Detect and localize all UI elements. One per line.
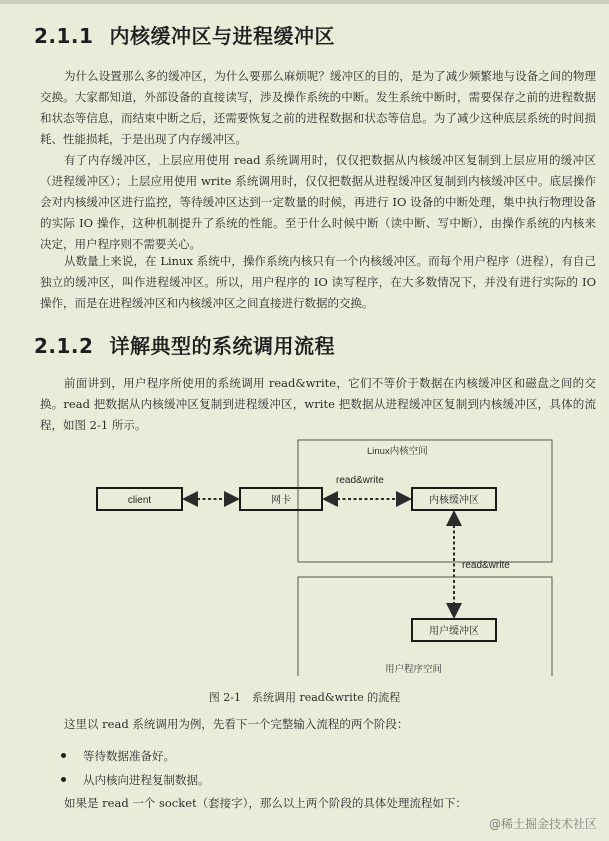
kernel-buffer-label: 内核缓冲区 xyxy=(429,495,479,506)
paragraph: 这里以 read 系统调用为例，先看下一个完整输入流程的两个阶段： xyxy=(64,717,409,731)
rw-label-side: read&write xyxy=(462,560,510,571)
figure-caption: 图 2-1 系统调用 read&write 的流程 xyxy=(208,691,401,704)
section-number: 2.1.1 xyxy=(34,24,94,48)
bullet-list xyxy=(58,744,210,792)
section-heading-2-1-2 xyxy=(34,330,335,359)
user-space-box xyxy=(298,577,552,676)
client-label: client xyxy=(127,495,152,506)
watermark: @稀土掘金技术社区 xyxy=(488,817,597,831)
paragraph: 如果是 read 一个 socket（套接字），那么以上两个阶段的具体处理流程如下： xyxy=(64,796,467,810)
paragraph: 为什么设置那么多的缓冲区，为什么要那么麻烦呢？缓冲区的目的，是为了减少频繁地与设备之间的物理交换。大家都知道，外部设备的直接读写，涉及操作系统的中断。发生系统中断时，需要保存之前的进程数据和状态等信息，而结束中断之后，还需要恢复之前的进程数据和状态等信息。为了减少这种底层系统的时间损耗、性能损耗，于是出现了内存缓冲区。 xyxy=(40,69,596,146)
nic-label: 网卡 xyxy=(271,495,291,506)
user-buffer-label: 用户缓冲区 xyxy=(429,626,479,637)
user-space-label: 用户程序空间 xyxy=(385,664,443,675)
section-number: 2.1.2 xyxy=(34,334,94,358)
section-heading-2-1-1 xyxy=(34,20,335,49)
rw-label-top: read&write xyxy=(336,475,384,486)
kernel-space-label: Linux内核空间 xyxy=(367,446,428,457)
section-title: 详解典型的系统调用流程 xyxy=(109,334,335,358)
top-border xyxy=(0,0,609,4)
paragraph: 有了内存缓冲区，上层应用使用 read 系统调用时，仅仅把数据从内核缓冲区复制到上层应用的缓冲区（进程缓冲区）；上层应用使用 write 系统调用时，仅仅把数据从进程缓冲区复制到内核缓冲区中。底层操作会对内核缓冲区进行监控，等待缓冲区达到一定数量的时候，再进行 IO 设备的中断处理，集中执行物理设备的实际 IO 操作，这种机制提升了系统的性能。至于什么时候中断（读中断、写中断），由操作系统的内核来决定，用户程序则不需要关心。 xyxy=(40,153,596,251)
bullet-item: 等待数据准备好。 xyxy=(58,744,210,768)
kernel-space-box xyxy=(298,440,552,562)
paragraph: 前面讲到，用户程序所使用的系统调用 read&write，它们不等价于数据在内核缓冲区和磁盘之间的交换。read 把数据从内核缓冲区复制到进程缓冲区，write 把数据从进程缓冲区复制到内核缓冲区，具体的流程，如图 2-1 所示。 xyxy=(40,376,596,432)
bullet-item: 从内核向进程复制数据。 xyxy=(58,768,210,792)
section-title: 内核缓冲区与进程缓冲区 xyxy=(109,24,335,48)
system-call-diagram xyxy=(0,436,609,676)
paragraph: 从数量上来说，在 Linux 系统中，操作系统内核只有一个内核缓冲区。而每个用户程序（进程），有自己独立的缓冲区，叫作进程缓冲区。所以，用户程序的 IO 读写程序，在大多数情况下，并没有进行实际的 IO 操作，而是在进程缓冲区和内核缓冲区之间直接进行数据的交换。 xyxy=(40,254,596,310)
